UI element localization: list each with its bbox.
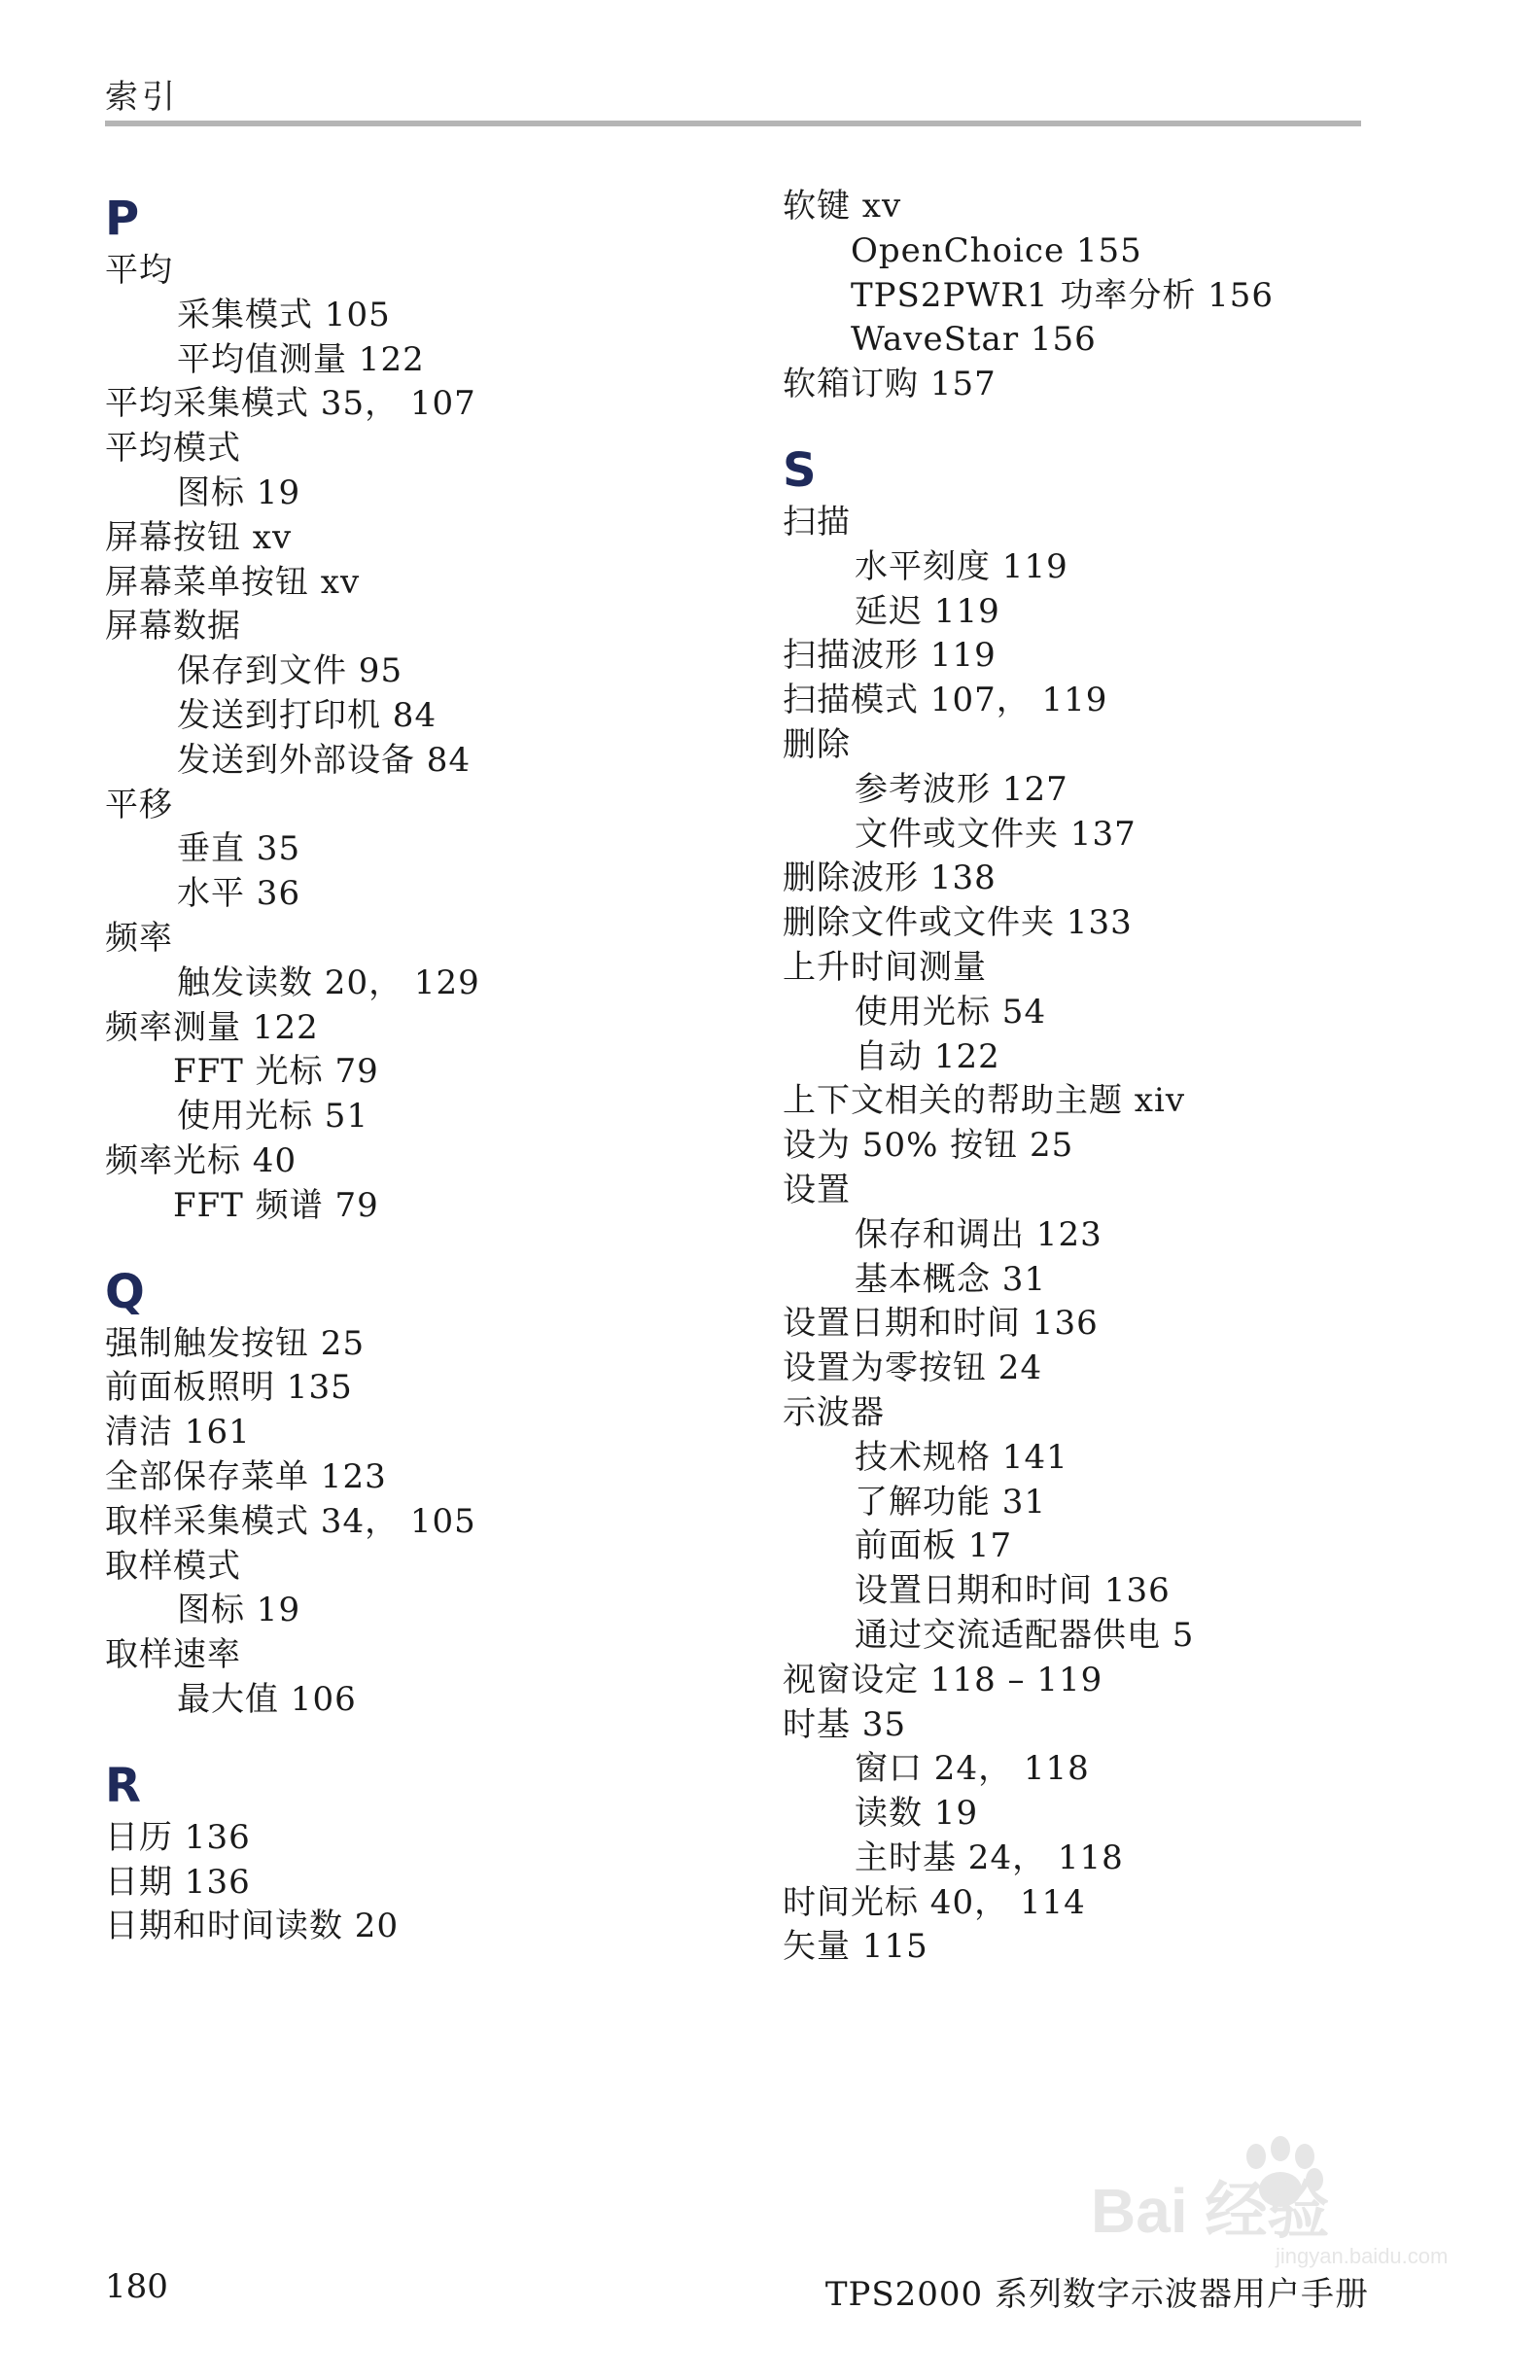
index-entry: 频率测量 122 xyxy=(105,1007,319,1047)
index-entry: 屏幕按钮 xv xyxy=(105,517,293,557)
index-subentry: 参考波形 127 xyxy=(855,769,1068,809)
index-subentry: 读数 19 xyxy=(855,1794,979,1834)
index-entry: 取样速率 xyxy=(105,1635,241,1675)
index-subentry: 水平刻度 119 xyxy=(855,546,1068,586)
index-subentry: 水平 36 xyxy=(177,874,301,914)
index-entry: 平均采集模式 35， 107 xyxy=(105,384,476,424)
index-subentry: 自动 122 xyxy=(855,1036,1000,1076)
section-letter: Q xyxy=(105,1264,145,1319)
book-title: TPS2000 系列数字示波器用户手册 xyxy=(824,2275,1369,2314)
index-entry: 扫描模式 107， 119 xyxy=(783,681,1108,720)
index-entry: 前面板照明 135 xyxy=(105,1368,353,1408)
index-entry: 设为 50% 按钮 25 xyxy=(783,1126,1074,1166)
index-entry: 频率光标 40 xyxy=(105,1140,298,1180)
index-entry: 屏幕菜单按钮 xv xyxy=(105,562,361,602)
index-section xyxy=(783,437,1444,1970)
index-entry: 视窗设定 118 – 119 xyxy=(783,1660,1103,1699)
svg-text:Bai 经验: Bai 经验 xyxy=(1091,2176,1330,2246)
index-entry: 日期和时间读数 20 xyxy=(105,1907,400,1946)
index-subentry: 保存和调出 123 xyxy=(855,1214,1102,1254)
index-section xyxy=(783,185,1444,407)
index-subentry: 使用光标 51 xyxy=(177,1097,369,1137)
index-subentry: 最大值 106 xyxy=(177,1679,357,1719)
index-subentry: 图标 19 xyxy=(177,1591,301,1630)
index-section xyxy=(105,1752,766,1949)
header-title: 索引 xyxy=(105,78,179,117)
page-number: 180 xyxy=(105,2267,168,2306)
index-subentry: WaveStar 156 xyxy=(851,320,1097,360)
svg-text:jingyan.baidu.com: jingyan.baidu.com xyxy=(1276,2244,1449,2268)
section-letter: S xyxy=(783,442,817,498)
index-entry: 矢量 115 xyxy=(783,1927,928,1967)
index-entry: 时间光标 40， 114 xyxy=(783,1882,1086,1922)
index-entry: 全部保存菜单 123 xyxy=(105,1456,387,1496)
index-entry: 设置 xyxy=(783,1170,851,1209)
index-entry: 频率 xyxy=(105,918,173,958)
index-subentry: 通过交流适配器供电 5 xyxy=(855,1615,1195,1655)
index-subentry: 平均值测量 122 xyxy=(177,339,425,379)
index-subentry: 发送到外部设备 84 xyxy=(177,740,472,780)
section-letter: P xyxy=(105,192,140,246)
index-subentry: 基本概念 31 xyxy=(855,1259,1047,1299)
index-entry: 上下文相关的帮助主题 xiv xyxy=(783,1081,1186,1121)
index-subentry: FFT 光标 79 xyxy=(173,1052,379,1092)
index-entry: 强制触发按钮 25 xyxy=(105,1323,366,1363)
index-subentry: 采集模式 105 xyxy=(177,295,391,334)
index-entry: 清洁 161 xyxy=(105,1413,251,1452)
index-entry: 上升时间测量 xyxy=(783,947,987,987)
index-subentry: 设置日期和时间 136 xyxy=(855,1571,1171,1611)
index-subentry: 文件或文件夹 137 xyxy=(855,814,1137,854)
index-entry: 扫描 xyxy=(783,502,851,542)
index-section xyxy=(105,185,766,1229)
index-entry: 删除文件或文件夹 133 xyxy=(783,903,1133,943)
index-subentry: 保存到文件 95 xyxy=(177,651,403,691)
index-entry: 平均模式 xyxy=(105,429,241,469)
index-subentry: TPS2PWR1 功率分析 156 xyxy=(851,275,1275,315)
index-subentry: 垂直 35 xyxy=(177,829,301,869)
index-subentry: 前面板 17 xyxy=(855,1526,1013,1566)
index-subentry: 主时基 24， 118 xyxy=(855,1838,1124,1877)
index-entry: 时基 35 xyxy=(783,1704,907,1744)
index-entry: 取样采集模式 34， 105 xyxy=(105,1501,476,1541)
index-subentry: 发送到打印机 84 xyxy=(177,695,438,735)
index-entry: 平均 xyxy=(105,251,173,290)
index-subentry: 图标 19 xyxy=(177,472,301,512)
index-section xyxy=(105,1258,766,1723)
index-entry: 设置为零按钮 24 xyxy=(783,1348,1043,1388)
index-subentry: 触发读数 20， 129 xyxy=(177,962,480,1002)
index-entry: 平移 xyxy=(105,785,173,824)
index-subentry: 技术规格 141 xyxy=(855,1437,1068,1477)
watermark-logo xyxy=(1081,2135,1451,2271)
index-entry: 设置日期和时间 136 xyxy=(783,1304,1099,1344)
index-entry: 删除 xyxy=(783,724,851,764)
index-entry: 扫描波形 119 xyxy=(783,636,997,676)
index-entry: 日期 136 xyxy=(105,1862,251,1902)
index-entry: 软箱订购 157 xyxy=(783,365,997,404)
index-subentry: 了解功能 31 xyxy=(855,1482,1047,1522)
page-header xyxy=(105,70,1369,118)
index-entry: 取样模式 xyxy=(105,1546,241,1586)
left-index-column xyxy=(105,185,766,1978)
section-letter: R xyxy=(105,1758,141,1813)
index-subentry: FFT 频谱 79 xyxy=(173,1185,379,1225)
index-subentry: 使用光标 54 xyxy=(855,992,1047,1032)
index-entry: 屏幕数据 xyxy=(105,607,241,647)
header-rule xyxy=(105,121,1361,126)
index-entry: 删除波形 138 xyxy=(783,858,997,898)
right-index-column xyxy=(783,185,1444,1999)
index-entry: 示波器 xyxy=(783,1392,885,1432)
index-subentry: 延迟 119 xyxy=(855,591,1000,631)
index-entry: 软键 xv xyxy=(783,187,902,226)
index-subentry: 窗口 24， 118 xyxy=(855,1749,1090,1789)
index-entry: 日历 136 xyxy=(105,1817,251,1857)
index-subentry: OpenChoice 155 xyxy=(851,230,1142,270)
